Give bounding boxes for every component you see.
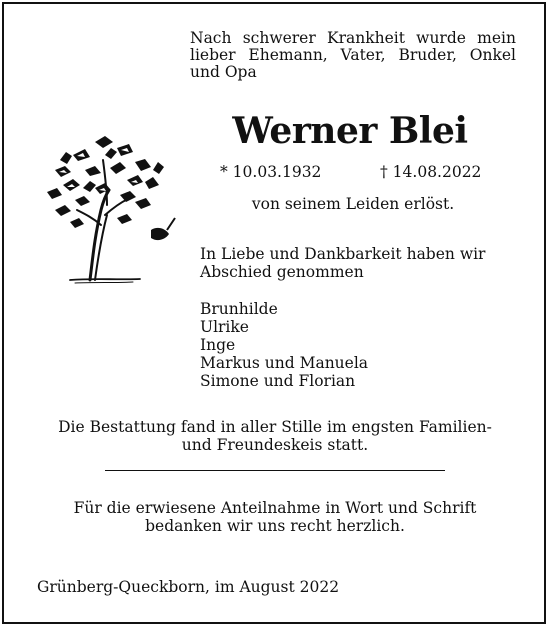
divider: [105, 470, 445, 471]
thanks-line: Für die erwiesene Anteilnahme in Wort und Schrift: [73, 499, 477, 517]
thanks-line: bedanken wir uns recht herzlich.: [145, 517, 405, 535]
mourner-name: Simone und Florian: [200, 372, 356, 390]
funeral-line: und Freundeskeis statt.: [181, 436, 369, 454]
mourner-name: Markus und Manuela: [200, 354, 369, 372]
intro-text: Nach schwerer Krankheit wurde mein lieber Ehemann, Vater, Bruder, Onkel und Opa: [190, 29, 516, 81]
place-date: Grünberg-Queckborn, im August 2022: [37, 578, 340, 596]
death-date: † 14.08.2022: [380, 163, 482, 181]
farewell-text: In Liebe und Dankbarkeit haben wir Abschied genommen: [200, 245, 486, 281]
mourner-name: Brunhilde: [200, 300, 278, 318]
thanks-text: [20, 499, 530, 535]
funeral-text: [20, 418, 530, 454]
relief-text: von seinem Leiden erlöst.: [251, 195, 455, 213]
mourner-name: Ulrike: [200, 318, 249, 336]
mourners-list: [200, 300, 368, 390]
tree-icon: [35, 130, 180, 290]
mourner-name: Inge: [200, 336, 236, 354]
deceased-name: Werner Blei: [232, 110, 468, 152]
birth-date: * 10.03.1932: [220, 163, 322, 181]
funeral-line: Die Bestattung fand in aller Stille im engsten Familien-: [58, 418, 492, 436]
